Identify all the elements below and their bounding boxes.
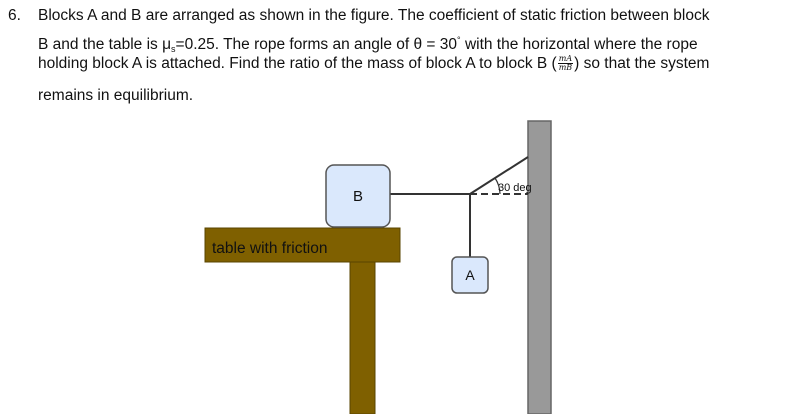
- wall: [528, 121, 551, 414]
- line3-text-b: ) so that the system: [574, 55, 710, 72]
- problem-number: 6.: [8, 7, 21, 24]
- block-a-label: A: [465, 267, 475, 283]
- fraction-numerator: mA: [558, 54, 573, 64]
- line2-text-c: with the horizontal where the rope: [464, 36, 698, 53]
- block-b-label: B: [352, 188, 364, 205]
- line1-text: Blocks A and B are arranged as shown in the figure. The coefficient of static friction between block: [38, 7, 710, 24]
- degree-superscript: °: [457, 35, 461, 45]
- line3-text-a: holding block A is attached. Find the ratio of the mass of block A to block B (: [38, 55, 557, 72]
- table-label: table with friction: [212, 240, 328, 257]
- fraction-denominator: mB: [558, 63, 573, 73]
- line2-text-b: =0.25. The rope forms an angle of θ = 30: [175, 36, 458, 53]
- mu-subscript: s: [171, 44, 176, 54]
- table-leg: [350, 262, 375, 414]
- line4-text: remains in equilibrium.: [38, 87, 194, 104]
- line2-text-a: B and the table is μ: [38, 36, 172, 53]
- angle-label: 30 deg: [498, 182, 532, 194]
